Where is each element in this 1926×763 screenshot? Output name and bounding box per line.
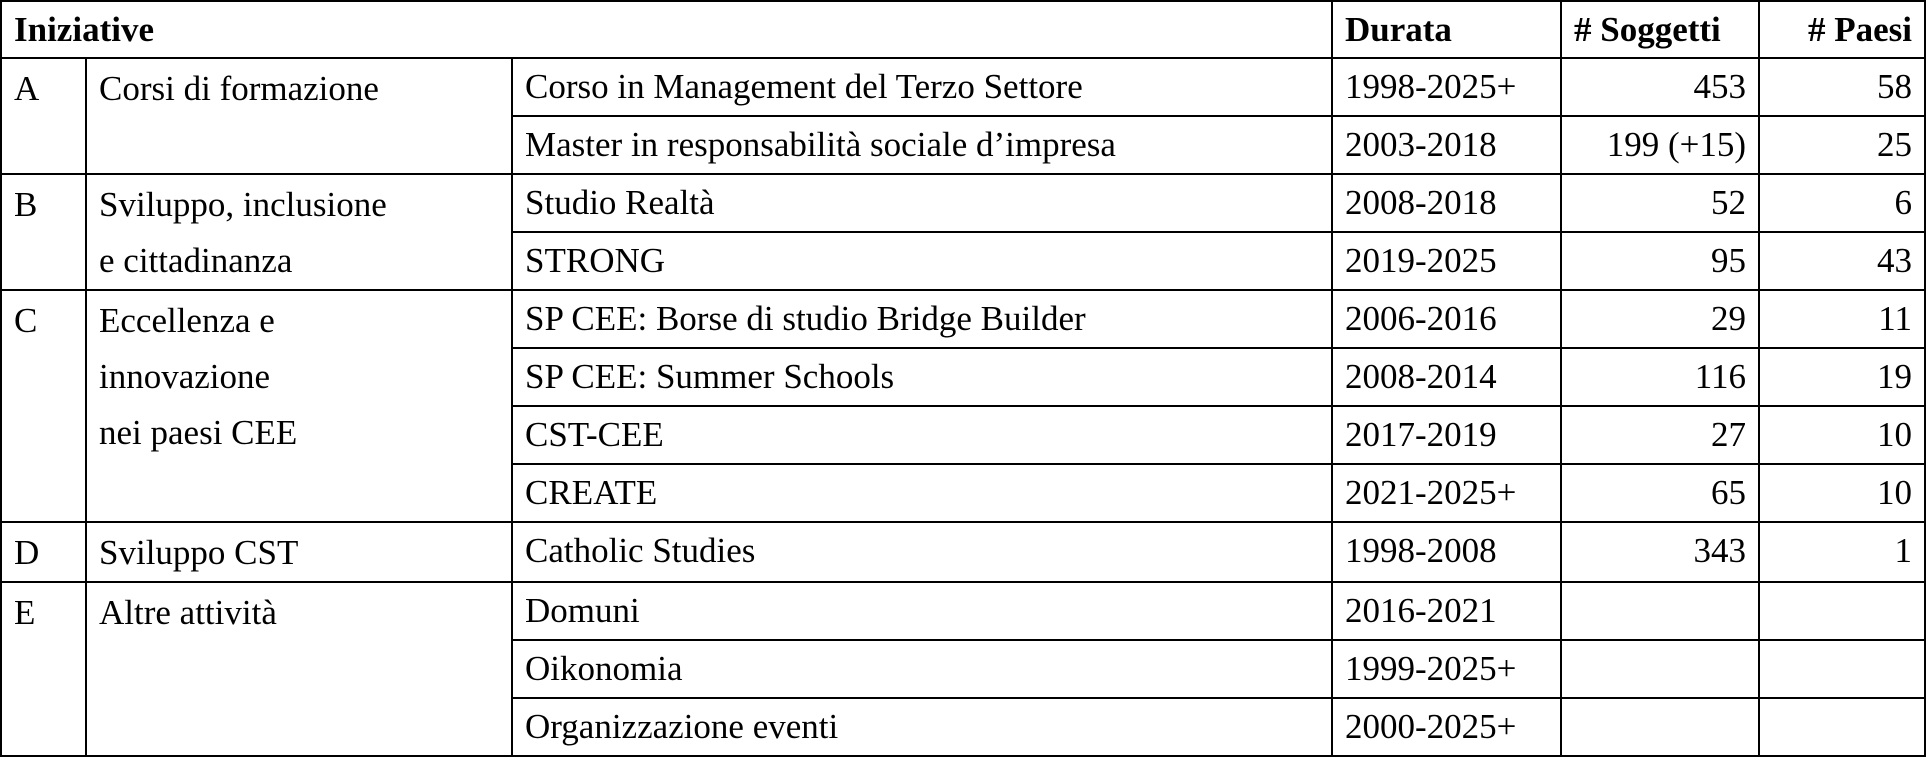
group-name: [86, 582, 512, 756]
subjects-count: 453: [1561, 58, 1759, 116]
group-letter: C: [1, 290, 86, 522]
countries-count: 10: [1759, 464, 1925, 522]
group-name-line: nei paesi CEE: [99, 413, 298, 452]
initiative-name: SP CEE: Borse di studio Bridge Builder: [512, 290, 1332, 348]
group-letter: B: [1, 174, 86, 290]
subjects-count: 343: [1561, 522, 1759, 582]
subjects-count: 27: [1561, 406, 1759, 464]
subjects-count: 95: [1561, 232, 1759, 290]
initiative-name: Studio Realtà: [512, 174, 1332, 232]
initiative-name: STRONG: [512, 232, 1332, 290]
header-durata: Durata: [1332, 1, 1561, 58]
initiative-name: CREATE: [512, 464, 1332, 522]
group-name-line: Corsi di formazione: [99, 69, 379, 108]
countries-count: 6: [1759, 174, 1925, 232]
subjects-count: 52: [1561, 174, 1759, 232]
subjects-count: 29: [1561, 290, 1759, 348]
initiative-name: Domuni: [512, 582, 1332, 640]
countries-count: 10: [1759, 406, 1925, 464]
group-name: [86, 174, 512, 290]
header-row: [1, 1, 1925, 58]
duration-cell: 2019-2025: [1332, 232, 1561, 290]
duration-cell: 2008-2018: [1332, 174, 1561, 232]
initiative-name: CST-CEE: [512, 406, 1332, 464]
duration-cell: 2016-2021: [1332, 582, 1561, 640]
subjects-count: 199 (+15): [1561, 116, 1759, 174]
group-letter: E: [1, 582, 86, 756]
duration-cell: 2003-2018: [1332, 116, 1561, 174]
countries-count: 1: [1759, 522, 1925, 582]
duration-cell: 2006-2016: [1332, 290, 1561, 348]
group-letter: D: [1, 522, 86, 582]
countries-count: 11: [1759, 290, 1925, 348]
initiative-name: Corso in Management del Terzo Settore: [512, 58, 1332, 116]
duration-cell: 2017-2019: [1332, 406, 1561, 464]
subjects-count: [1561, 698, 1759, 756]
duration-cell: 1998-2025+: [1332, 58, 1561, 116]
countries-count: 58: [1759, 58, 1925, 116]
initiative-name: Organizzazione eventi: [512, 698, 1332, 756]
initiative-name: Oikonomia: [512, 640, 1332, 698]
group-name: [86, 522, 512, 582]
countries-count: [1759, 640, 1925, 698]
group-name-line: Sviluppo CST: [99, 533, 299, 572]
duration-cell: 1999-2025+: [1332, 640, 1561, 698]
duration-cell: 2021-2025+: [1332, 464, 1561, 522]
countries-count: [1759, 582, 1925, 640]
group-name-line: innovazione: [99, 357, 271, 396]
table-row: [1, 58, 1925, 116]
duration-cell: 1998-2008: [1332, 522, 1561, 582]
duration-cell: 2000-2025+: [1332, 698, 1561, 756]
subjects-count: [1561, 640, 1759, 698]
table-row: [1, 290, 1925, 348]
group-name: [86, 290, 512, 522]
group-name-line: e cittadinanza: [99, 241, 293, 280]
header-soggetti: # Soggetti: [1561, 1, 1759, 58]
initiative-name: SP CEE: Summer Schools: [512, 348, 1332, 406]
table-row: [1, 174, 1925, 232]
subjects-count: [1561, 582, 1759, 640]
group-name: [86, 58, 512, 174]
group-name-line: Sviluppo, inclusione: [99, 185, 387, 224]
countries-count: 19: [1759, 348, 1925, 406]
countries-count: 43: [1759, 232, 1925, 290]
countries-count: 25: [1759, 116, 1925, 174]
initiative-name: Catholic Studies: [512, 522, 1332, 582]
table-row: [1, 522, 1925, 582]
subjects-count: 65: [1561, 464, 1759, 522]
group-letter: A: [1, 58, 86, 174]
initiative-name: Master in responsabilità sociale d’impresa: [512, 116, 1332, 174]
countries-count: [1759, 698, 1925, 756]
group-name-line: Eccellenza e: [99, 301, 275, 340]
subjects-count: 116: [1561, 348, 1759, 406]
header-iniziative: Iniziative: [1, 1, 1332, 58]
table-row: [1, 582, 1925, 640]
group-name-line: Altre attività: [99, 593, 277, 632]
duration-cell: 2008-2014: [1332, 348, 1561, 406]
header-paesi: # Paesi: [1759, 1, 1925, 58]
